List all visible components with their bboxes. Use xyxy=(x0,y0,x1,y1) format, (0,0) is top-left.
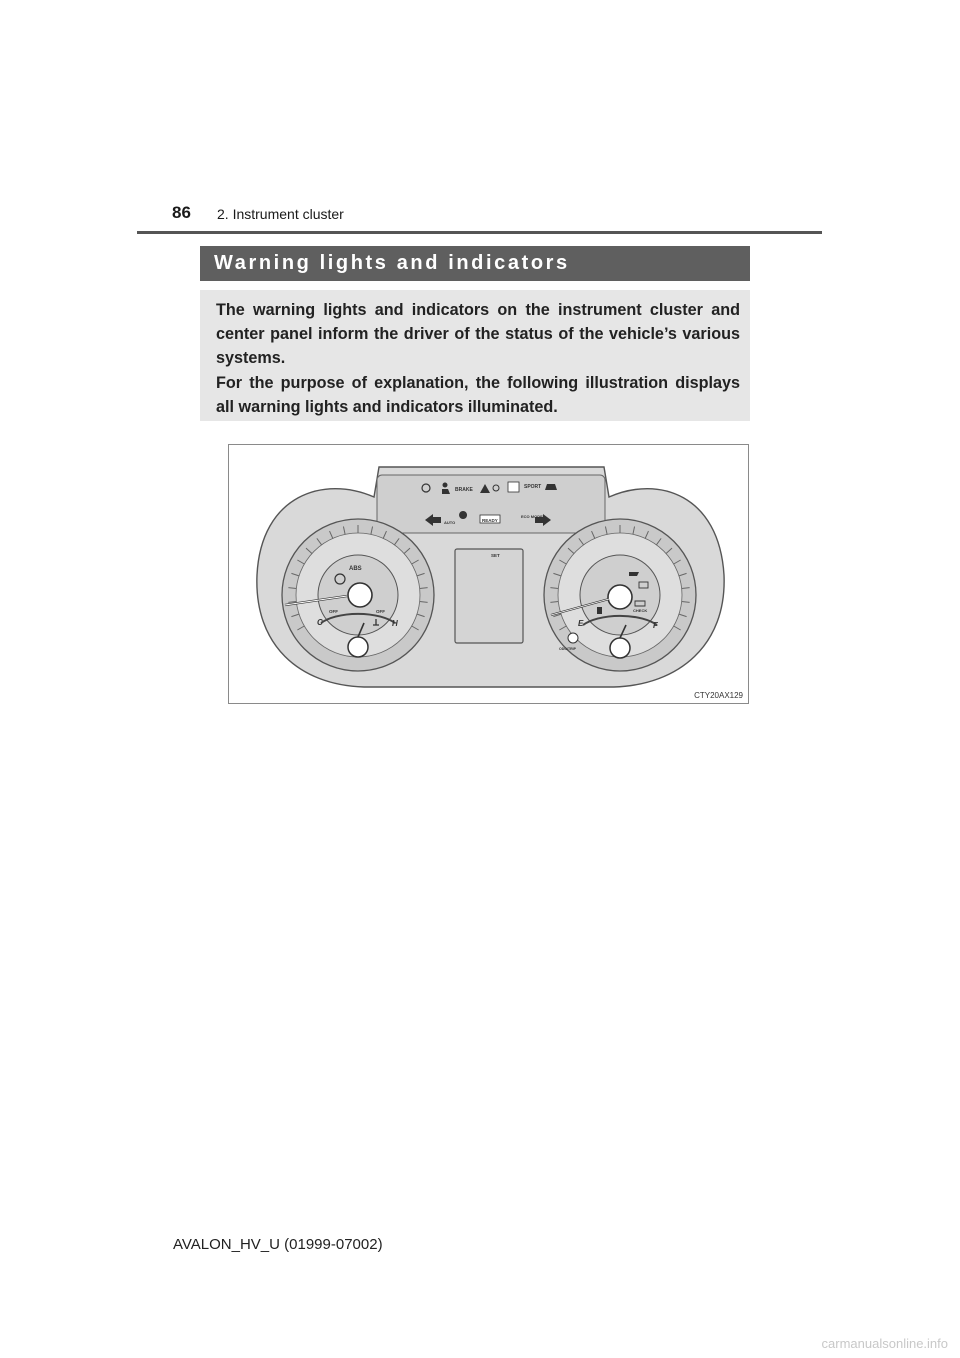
footer-model-code: AVALON_HV_U (01999-07002) xyxy=(173,1236,383,1253)
sport-icon xyxy=(545,484,557,490)
header-divider xyxy=(137,231,822,234)
page-number: 86 xyxy=(172,203,191,222)
eco-mode-icon xyxy=(459,511,467,519)
section-path: 2. Instrument cluster xyxy=(217,206,344,222)
cold-label: C xyxy=(317,618,323,627)
intro-paragraph-2: For the purpose of explanation, the following illustration displays all warning lights and indicators illuminated. xyxy=(216,373,740,416)
abs-label: ABS xyxy=(349,566,362,572)
figure-code: CTY20AX129 xyxy=(694,691,743,700)
cruise-set-icon xyxy=(508,482,519,492)
off-label-right: OFF xyxy=(376,609,385,614)
instrument-cluster-figure xyxy=(228,444,749,704)
fuel-icon xyxy=(597,607,602,614)
off-label-left: OFF xyxy=(329,609,338,614)
section-banner xyxy=(200,246,750,281)
set-label: SET xyxy=(491,553,500,558)
check-label: CHECK xyxy=(633,608,648,613)
empty-label: E xyxy=(578,619,584,628)
instrument-cluster-illustration xyxy=(229,445,748,703)
intro-paragraph-1: The warning lights and indicators on the instrument cluster and center panel inform the driver of the status of the vehicle’s various systems. xyxy=(216,301,740,368)
sport-label: SPORT xyxy=(524,484,542,490)
section-title: Warning lights and indicators xyxy=(214,252,570,274)
eco-mode-label: ECO MODE xyxy=(521,514,543,519)
hot-label: H xyxy=(392,619,398,628)
full-label: F xyxy=(653,621,658,630)
ready-label: READY xyxy=(482,518,498,523)
intro-box xyxy=(200,290,750,421)
watermark: carmanualsonline.info xyxy=(821,1336,948,1351)
brake-label: BRAKE xyxy=(455,487,473,493)
auto-label: AUTO xyxy=(444,520,456,525)
odo-trip-label: ODO/TRIP xyxy=(559,647,576,651)
